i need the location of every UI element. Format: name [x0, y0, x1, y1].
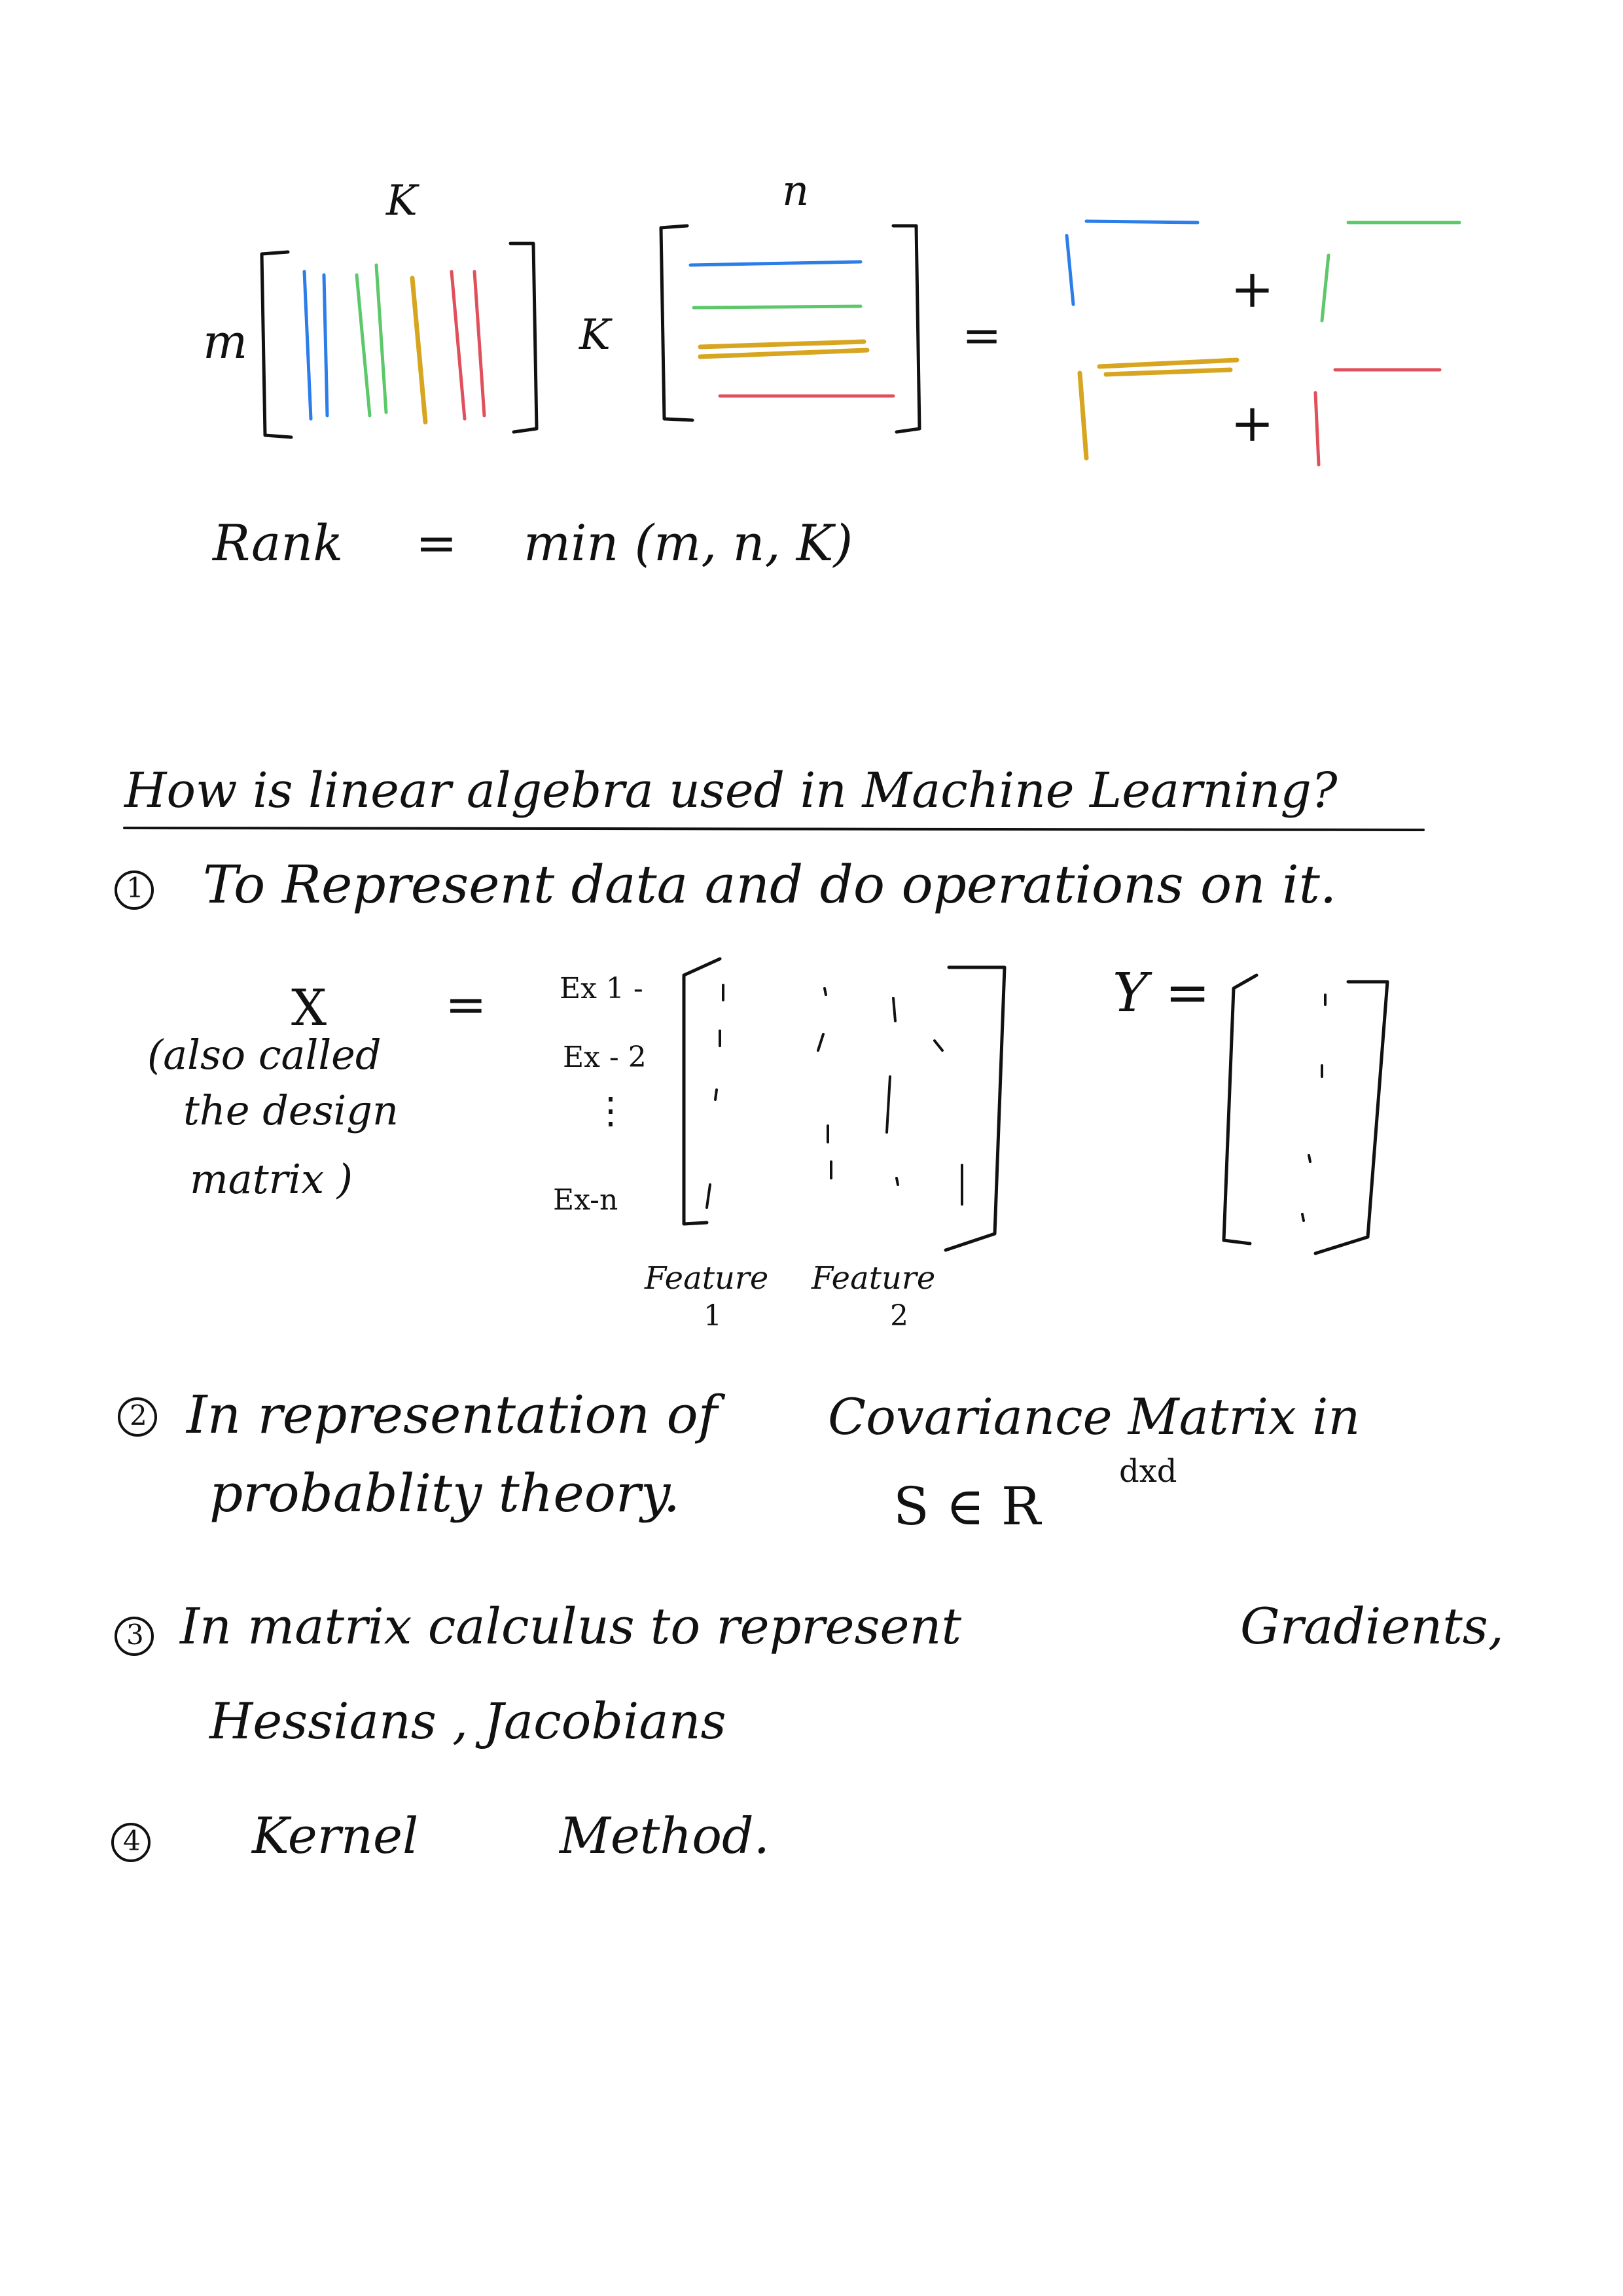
label-k-top: K: [386, 177, 418, 225]
rank-formula: min (m, n, K): [524, 514, 853, 572]
label-n-top: n: [782, 167, 810, 215]
outer-gold-horizontal-1: [1099, 360, 1237, 367]
note-line-3: matrix ): [190, 1155, 353, 1203]
note-line-2: the design: [183, 1086, 399, 1134]
diagram-equals-sign: =: [962, 308, 1002, 363]
plus-sign-lower: +: [1230, 393, 1275, 454]
page-heading: How is linear algebra used in Machine Learning?: [124, 762, 1338, 819]
column-vector-blue-2: [324, 275, 327, 416]
item4-number: 4: [123, 1825, 141, 1857]
right-matrix-bracket-open: [661, 226, 692, 420]
item3-line2: Hessians , Jacobians: [209, 1692, 726, 1750]
rank-label: Rank: [213, 514, 344, 572]
y-vector-bracket-open: [1224, 975, 1257, 1244]
design-matrix-bracket-open: [684, 959, 720, 1224]
right-matrix-bracket-close: [893, 226, 919, 432]
item4-text: Method.: [560, 1806, 770, 1865]
rank-equals: =: [416, 514, 457, 572]
y-dash-3: [1309, 1155, 1310, 1162]
column-vector-red-1: [452, 272, 465, 419]
outer-gold-horizontal-2: [1106, 370, 1230, 374]
x-col3-dash-1: [893, 998, 895, 1021]
left-matrix-bracket-close: [510, 243, 537, 432]
note-line-1: (also called: [147, 1031, 382, 1079]
x-col4-dash-1: [935, 1041, 942, 1050]
row-vector-gold-2: [700, 350, 867, 357]
item3-line1-b: Gradients,: [1240, 1597, 1504, 1655]
x-col2-dash-2: [818, 1034, 823, 1050]
item2-line2: probablity theory.: [209, 1463, 681, 1524]
row-label-example-n: Ex-n: [553, 1183, 618, 1217]
row-vector-blue: [690, 262, 861, 265]
feature-2-label: Feature: [812, 1260, 936, 1297]
outer-red-vertical: [1315, 393, 1319, 465]
outer-blue-vertical: [1067, 236, 1073, 304]
design-matrix-equals: =: [445, 975, 487, 1033]
x-col1-dash-4: [707, 1185, 710, 1208]
y-dash-4: [1302, 1214, 1304, 1221]
x-col1-dash-3: [715, 1090, 717, 1100]
heading-underline: [124, 828, 1423, 830]
outer-green-vertical: [1322, 255, 1329, 321]
column-vector-green-2: [376, 265, 386, 412]
outer-gold-vertical: [1080, 373, 1086, 458]
feature-1-number: 1: [704, 1299, 722, 1333]
row-label-example-2: Ex - 2: [563, 1041, 647, 1074]
row-vector-gold-1: [700, 342, 864, 347]
item4-label: Kernel: [252, 1806, 419, 1865]
column-vector-green-1: [357, 275, 370, 416]
label-m-left: m: [203, 314, 248, 369]
column-vector-red-2: [474, 272, 484, 416]
left-matrix-bracket-open: [262, 252, 291, 437]
item2-number: 2: [130, 1399, 147, 1431]
column-vector-gold: [412, 278, 425, 422]
plus-sign-upper: +: [1230, 259, 1275, 319]
x-col3-dash-2: [887, 1077, 890, 1132]
design-matrix-bracket-close: [946, 967, 1005, 1250]
x-col3-dash-3: [897, 1178, 898, 1185]
item3-number: 3: [126, 1619, 144, 1651]
feature-1-label: Feature: [645, 1260, 769, 1297]
y-vector-bracket-close: [1315, 982, 1387, 1253]
item1-text: To Represent data and do operations on it.: [203, 854, 1337, 915]
item3-line1-a: In matrix calculus to represent: [180, 1597, 961, 1655]
design-matrix-x-label: X: [291, 978, 327, 1037]
feature-2-number: 2: [890, 1299, 908, 1333]
row-label-example-1: Ex 1 -: [560, 972, 643, 1005]
column-vector-blue-1: [304, 272, 311, 419]
item2-line1-b: Covariance Matrix in: [828, 1388, 1361, 1446]
item1-number: 1: [126, 872, 144, 904]
row-vector-green: [694, 306, 861, 308]
y-vector-label: Y =: [1113, 962, 1210, 1024]
outer-blue-horizontal: [1086, 221, 1198, 223]
label-k-mid: K: [579, 311, 611, 359]
item2-line1-a: In representation of: [187, 1384, 718, 1445]
row-label-ellipsis: ⋮: [592, 1090, 629, 1132]
x-col2-dash-1: [825, 988, 826, 995]
covariance-formula: S ∈ R: [893, 1476, 1041, 1537]
covariance-superscript: dxd: [1119, 1453, 1177, 1490]
